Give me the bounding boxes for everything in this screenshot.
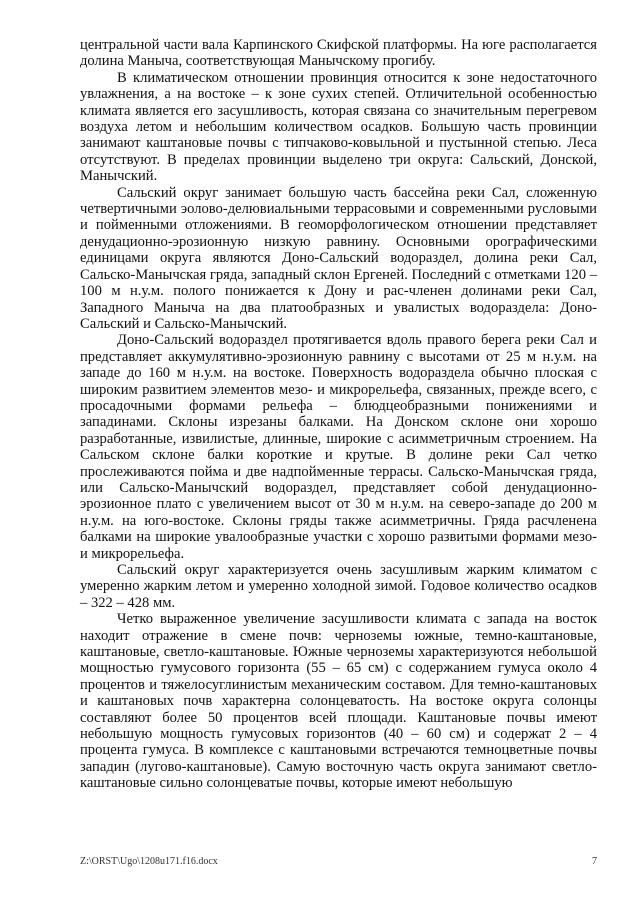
paragraph-dono-salsky-watershed: Доно-Сальский водораздел протягивается вдоль правого берега реки Сал и представляет аккумулятивно-эрозионную равнину с высотами от 25 м н.у.м. на западе до 160 м н.у.м. на востоке. Поверхность водораздела обычно плоская с широким развитием элементов мезо- и микрорельефа, связанных, прежде всего, с просадочными формами рельефа – блюдцеобразными понижениями и западинами. Склоны изрезаны балками. На Донском склоне они хорошо разработанные, извилистые, длинные, широкие с асимметричным строением. На Сальском склоне балки короткие и крутые. В долине реки Сал четко прослеживаются пойма и две надпойменные террасы. Сальско-Манычская гряда, или Сальско-Манычский водораздел, представляет собой денудационно-эрозионное плато с увеличением высот от 30 м н.у.м. на северо-западе до 200 м н.у.м. на юго-востоке. Склоны гряды также асимметричны. Гряда расчленена балками на широкие увалообразные участки с хорошо развитыми формами мезо- и микрорельефа. xyxy=(80,332,597,562)
page-number: 7 xyxy=(592,856,597,867)
paragraph-salsky-district: Сальский округ занимает большую часть бассейна реки Сал, сложенную четвертичными эолово-делювиальными террасовыми и современными русловыми и пойменными отложениями. В геоморфологическом отношении представляет денудационно-эрозионную низкую равнину. Основными орографическими единицами округа являются Доно-Сальский водораздел, долина реки Сал, Сальско-Манычская гряда, западный склон Ергеней. Последний с отметками 120 – 100 м н.у.м. полого понижается к Дону и рас-членен долинами реки Сал, Западного Маныча на два платообразных и увалистых водораздела: Доно-Сальский и Сальско-Манычский. xyxy=(80,184,597,332)
document-body xyxy=(80,37,597,792)
paragraph-continuation: центральной части вала Карпинского Скифской платформы. На юге располагается долина Маныча, соответствующая Манычскому прогибу. xyxy=(80,37,597,70)
paragraph-climate-province: В климатическом отношении провинция относится к зоне недостаточного увлажнения, а на востоке – к зоне сухих степей. Отличительной особенностью климата является его засушливость, которая связана со значительным перегревом воздуха летом и небольшим количеством осадков. Большую часть провинции занимают каштановые почвы с типчаково-ковыльной и пустынной степью. Леса отсутствуют. В пределах провинции выделено три округа: Сальский, Донской, Манычский. xyxy=(80,69,597,185)
paragraph-soils: Четко выраженное увеличение засушливости климата с запада на восток находит отражение в смене почв: черноземы южные, темно-каштановые, каштановые, светло-каштановые. Южные черноземы характеризуются небольшой мощностью гумусового горизонта (55 – 65 см) с содержанием гумуса около 4 процентов и тяжелосуглинистым механическим составом. Для темно-каштановых и каштановых почв характерна солонцеватость. На востоке округа солонцы составляют более 50 процентов всей площади. Каштановые почвы имеют небольшую мощность гумусовых горизонтов (40 – 60 см) и содержат 2 – 4 процента гумуса. В комплексе с каштановыми встречаются темноцветные почвы западин (лугово-каштановые). Самую восточную часть округа занимают светло-каштановые сильно солонцеватые почвы, которые имеют небольшую xyxy=(80,611,597,792)
file-path: Z:\ORST\Ugo\1208u171.f16.docx xyxy=(80,856,218,867)
paragraph-district-climate: Сальский округ характеризуется очень засушливым жарким климатом с умеренно жарким летом и умеренно холодной зимой. Годовое количество осадков – 322 – 428 мм. xyxy=(80,562,597,611)
